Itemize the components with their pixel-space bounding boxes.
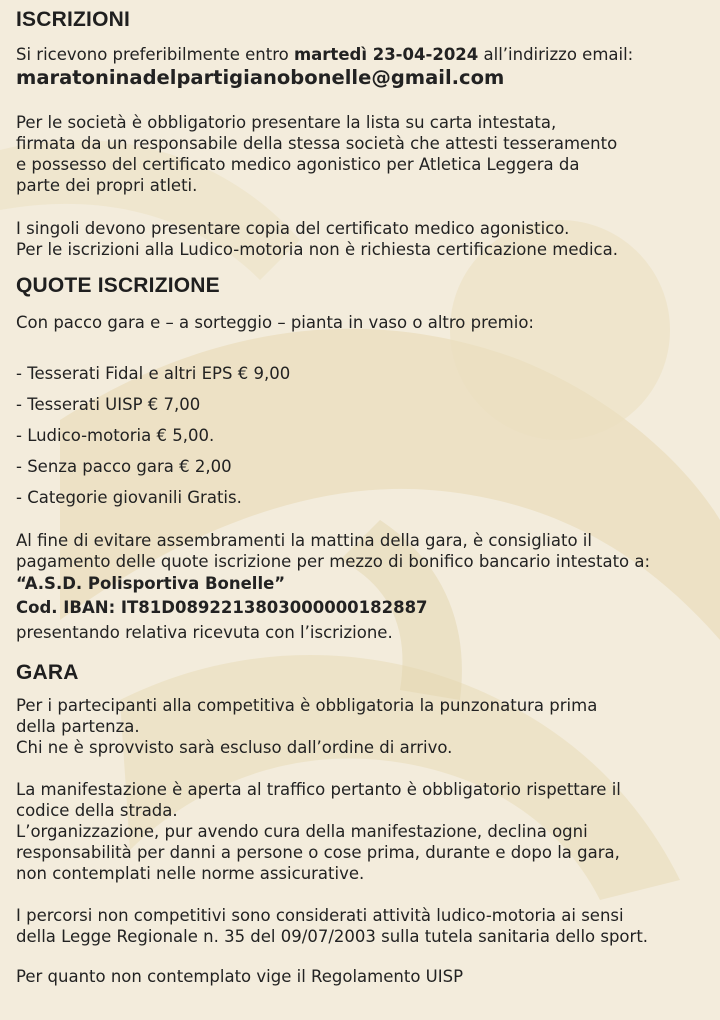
- bonifico-line: pagamento delle quote iscrizione per mezzo di bonifico bancario intestato a:: [16, 552, 651, 571]
- traffico-line: non contemplati nelle norme assicurative.: [16, 864, 365, 883]
- quote-item: - Tesserati Fidal e altri EPS € 9,00: [16, 364, 291, 383]
- societa-line: parte dei propri atleti.: [16, 176, 198, 195]
- quote-item: - Categorie giovanili Gratis.: [16, 488, 242, 507]
- deadline-date: martedì 23-04-2024: [293, 45, 479, 64]
- percorsi-line: della Legge Regionale n. 35 del 09/07/2003 sulla tutela sanitaria dello sport.: [16, 927, 649, 946]
- gara-heading: GARA: [16, 661, 79, 684]
- iscrizioni-intro: [16, 45, 633, 65]
- beneficiary-name: “A.S.D. Polisportiva Bonelle”: [16, 574, 286, 593]
- societa-line: firmata da un responsabile della stessa società che attesti tesseramento: [16, 134, 618, 153]
- bonifico-line: Al fine di evitare assembramenti la mattina della gara, è consigliato il: [16, 531, 592, 550]
- regolamento-note: Per quanto non contemplato vige il Regolamento UISP: [16, 967, 464, 986]
- traffico-line: responsabilità per danni a persone o cose prima, durante e dopo la gara,: [16, 843, 620, 862]
- intro-suffix: all’indirizzo email:: [478, 45, 634, 64]
- societa-line: e possesso del certificato medico agonistico per Atletica Leggera da: [16, 155, 580, 174]
- iscrizioni-heading: ISCRIZIONI: [16, 8, 131, 31]
- traffico-line: codice della strada.: [16, 801, 178, 820]
- quote-heading: QUOTE ISCRIZIONE: [16, 274, 220, 297]
- receipt-note: presentando relativa ricevuta con l’iscrizione.: [16, 623, 393, 642]
- quote-item: - Ludico-motoria € 5,00.: [16, 426, 215, 445]
- traffico-line: La manifestazione è aperta al traffico pertanto è obbligatorio rispettare il: [16, 780, 621, 799]
- intro-prefix: Si ricevono preferibilmente entro: [16, 45, 294, 64]
- quote-item: - Senza pacco gara € 2,00: [16, 457, 232, 476]
- traffico-line: L’organizzazione, pur avendo cura della manifestazione, declina ogni: [16, 822, 588, 841]
- punzonatura-line: della partenza.: [16, 717, 140, 736]
- singoli-line: I singoli devono presentare copia del certificato medico agonistico.: [16, 219, 570, 238]
- societa-line: Per le società è obbligatorio presentare la lista su carta intestata,: [16, 113, 557, 132]
- singoli-line: Per le iscrizioni alla Ludico-motoria non è richiesta certificazione medica.: [16, 240, 618, 259]
- quote-intro: Con pacco gara e – a sorteggio – pianta in vaso o altro premio:: [16, 313, 534, 332]
- percorsi-line: I percorsi non competitivi sono considerati attività ludico-motoria ai sensi: [16, 906, 624, 925]
- iban-code: Cod. IBAN: IT81D0892213803000000182887: [16, 598, 428, 617]
- punzonatura-line: Chi ne è sprovvisto sarà escluso dall’ordine di arrivo.: [16, 738, 453, 757]
- contact-email[interactable]: maratoninadelpartigianobonelle@gmail.com: [16, 66, 505, 89]
- punzonatura-line: Per i partecipanti alla competitiva è obbligatoria la punzonatura prima: [16, 696, 598, 715]
- quote-item: - Tesserati UISP € 7,00: [16, 395, 201, 414]
